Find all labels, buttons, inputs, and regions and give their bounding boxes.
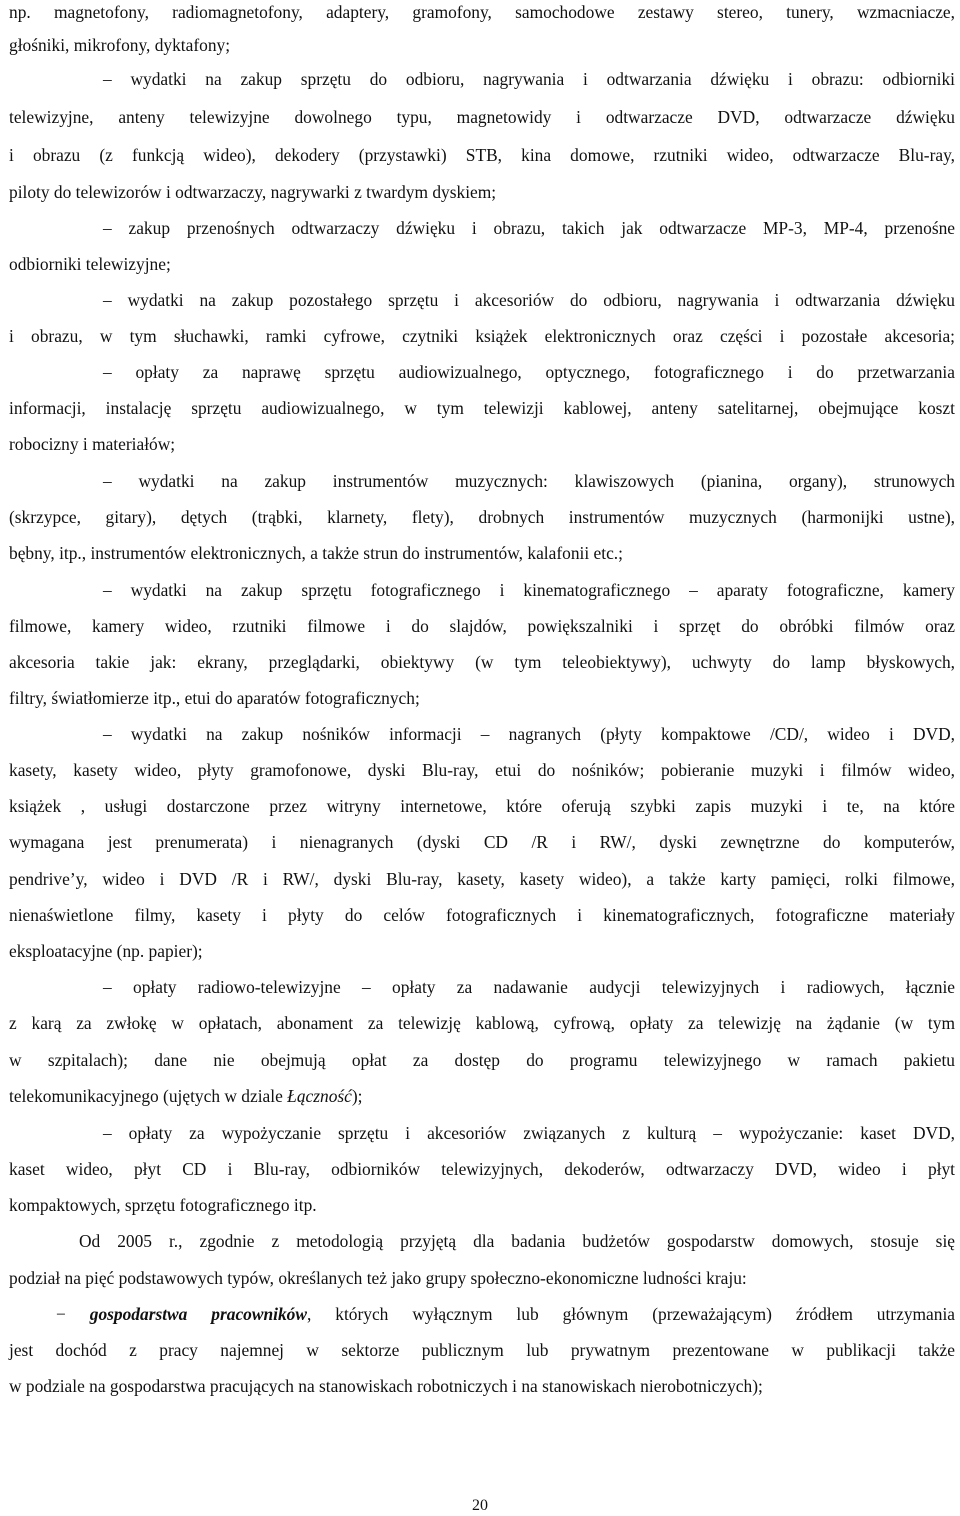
text-line	[9, 578, 955, 602]
line-text: −	[56, 1304, 90, 1324]
line-text: telewizyjne, anteny telewizyjne dowolnego typu, magnetowidy i odtwarzacze DVD, odtwarzacze dźwięku	[9, 107, 955, 127]
text-line	[9, 1302, 955, 1326]
text-line	[9, 1193, 955, 1217]
text-line	[9, 67, 955, 91]
text-line	[9, 758, 955, 782]
text-line	[9, 1229, 955, 1253]
line-text: eksploatacyjne (np. papier);	[9, 941, 203, 961]
text-line	[9, 1266, 955, 1290]
line-text: nienaświetlone filmy, kasety i płyty do celów fotograficznych i kinematograficznych, fotograficzne materiały	[9, 905, 955, 925]
text-line	[9, 288, 955, 312]
text-line	[9, 432, 955, 456]
text-line	[9, 180, 955, 204]
line-text: (skrzypce, gitary), dętych (trąbki, klarnety, flety), drobnych instrumentów muzycznych (harmonijki ustne),	[9, 507, 955, 527]
text-line	[9, 360, 955, 384]
text-line	[9, 505, 955, 529]
line-text: odbiorniki telewizyjne;	[9, 254, 171, 274]
line-text: filmowe, kamery wideo, rzutniki filmowe i do slajdów, powiększalniki i sprzęt do obróbki filmów oraz	[9, 616, 955, 636]
text-line	[9, 469, 955, 493]
line-text: z karą za zwłokę w opłatach, abonament za telewizję kablową, cyfrową, opłaty za telewizję na żądanie (w tym	[9, 1013, 955, 1033]
line-text: – opłaty za naprawę sprzętu audiowizualnego, optycznego, fotograficznego i do przetwarzania	[103, 362, 955, 382]
line-text: podział na pięć podstawowych typów, określanych też jako grupy społeczno-ekonomiczne ludności kraju:	[9, 1268, 747, 1288]
text-line	[9, 830, 955, 854]
line-text: informacji, instalację sprzętu audiowizualnego, w tym telewizji kablowej, anteny satelitarnej, obejmujące koszt	[9, 398, 955, 418]
line-text: piloty do telewizorów i odtwarzaczy, nagrywarki z twardym dyskiem;	[9, 182, 497, 202]
line-text: w szpitalach); dane nie obejmują opłat za dostęp do programu telewizyjnego w ramach pakietu	[9, 1050, 955, 1070]
text-line	[9, 541, 955, 565]
italic-term: Łączność	[287, 1086, 352, 1106]
line-text: jest dochód z pracy najemnej w sektorze publicznym lub prywatnym prezentowane w publikacji także	[9, 1340, 955, 1360]
line-text-after: );	[351, 1086, 363, 1106]
line-text: bębny, itp., instrumentów elektronicznych, a także strun do instrumentów, kalafonii etc.;	[9, 543, 623, 563]
text-line	[9, 794, 955, 818]
line-text: i obrazu, w tym słuchawki, ramki cyfrowe, czytniki książek elektronicznych oraz części i pozostałe akcesoria;	[9, 326, 955, 346]
text-line	[9, 105, 955, 129]
text-line	[9, 614, 955, 638]
text-line	[9, 867, 955, 891]
line-text: – opłaty za wypożyczanie sprzętu i akcesoriów związanych z kulturą – wypożyczanie: kaset DVD,	[103, 1123, 955, 1143]
line-text: kaset wideo, płyt CD i Blu-ray, odbiorników telewizyjnych, dekoderów, odtwarzaczy DVD, wideo i płyt	[9, 1159, 955, 1179]
text-line	[9, 975, 955, 999]
line-text: – wydatki na zakup sprzętu fotograficznego i kinematograficznego – aparaty fotograficzne, kamery	[103, 580, 955, 600]
line-text: książek , usługi dostarczone przez witryny internetowe, które oferują szybki zapis muzyki i te, na które	[9, 796, 955, 816]
text-line	[9, 0, 955, 24]
text-line	[9, 252, 955, 276]
text-line	[9, 939, 955, 963]
text-line	[9, 216, 955, 240]
text-line	[9, 1084, 955, 1108]
line-text: – wydatki na zakup sprzętu do odbioru, nagrywania i odtwarzania dźwięku i obrazu: odbiorniki	[103, 69, 955, 89]
text-line	[9, 722, 955, 746]
text-line	[9, 1121, 955, 1145]
line-text: akcesoria takie jak: ekrany, przeglądarki, obiektywy (w tym teleobiektywy), uchwyty do lamp błyskowych,	[9, 652, 955, 672]
text-line	[9, 33, 955, 57]
line-text: – opłaty radiowo-telewizyjne – opłaty za nadawanie audycji telewizyjnych i radiowych, łącznie	[103, 977, 955, 997]
text-line	[9, 650, 955, 674]
line-text: w podziale na gospodarstwa pracujących na stanowiskach robotniczych i na stanowiskach nierobotniczych);	[9, 1376, 763, 1396]
text-line	[9, 903, 955, 927]
line-text: Od 2005 r., zgodnie z metodologią przyjętą dla badania budżetów gospodarstw domowych, stosuje się	[79, 1231, 955, 1251]
line-text-after: , których wyłącznym lub głównym (przeważającym) źródłem utrzymania	[306, 1304, 956, 1324]
line-text: np. magnetofony, radiomagnetofony, adaptery, gramofony, samochodowe zestawy stereo, tunery, wzmacniacze,	[9, 2, 955, 22]
line-text: robocizny i materiałów;	[9, 434, 176, 454]
line-text: – wydatki na zakup pozostałego sprzętu i akcesoriów do odbioru, nagrywania i odtwarzania dźwięku	[103, 290, 955, 310]
text-line	[9, 1048, 955, 1072]
bold-italic-term	[90, 1304, 307, 1324]
text-line	[9, 1157, 955, 1181]
text-line	[9, 686, 955, 710]
text-line	[9, 143, 955, 167]
text-line	[9, 324, 955, 348]
line-text: filtry, światłomierze itp., etui do aparatów fotograficznych;	[9, 688, 420, 708]
line-text: kompaktowych, sprzętu fotograficznego itp.	[9, 1195, 317, 1215]
text-line	[9, 1011, 955, 1035]
line-text: wymagana jest prenumerata) i nienagranych (dyski CD /R i RW/, dyski zewnętrzne do komputerów,	[9, 832, 955, 852]
line-text: głośniki, mikrofony, dyktafony;	[9, 35, 231, 55]
text-line	[9, 1338, 955, 1362]
line-text: pendrive’y, wideo i DVD /R i RW/, dyski Blu-ray, kasety, kasety wideo), a także karty pamięci, rolki filmowe,	[9, 869, 955, 889]
line-text: – wydatki na zakup nośników informacji – nagranych (płyty kompaktowe /CD/, wideo i DVD,	[103, 724, 955, 744]
line-text: – wydatki na zakup instrumentów muzycznych: klawiszowych (pianina, organy), strunowych	[103, 471, 955, 491]
line-text: – zakup przenośnych odtwarzaczy dźwięku i obrazu, takich jak odtwarzacze MP-3, MP-4, przenośne	[103, 218, 955, 238]
text-line	[9, 1374, 955, 1398]
page-number: 20	[472, 1497, 488, 1514]
bold-italic-term-text: gospodarstwa pracowników	[89, 1304, 307, 1324]
text-line	[9, 396, 955, 420]
line-text: i obrazu (z funkcją wideo), dekodery (przystawki) STB, kina domowe, rzutniki wideo, odtwarzacze Blu-ray,	[9, 145, 955, 165]
line-text: telekomunikacyjnego (ujętych w dziale	[9, 1086, 288, 1106]
line-text: kasety, kasety wideo, płyty gramofonowe, dyski Blu-ray, etui do nośników; pobieranie muzyki i filmów wideo,	[9, 760, 955, 780]
